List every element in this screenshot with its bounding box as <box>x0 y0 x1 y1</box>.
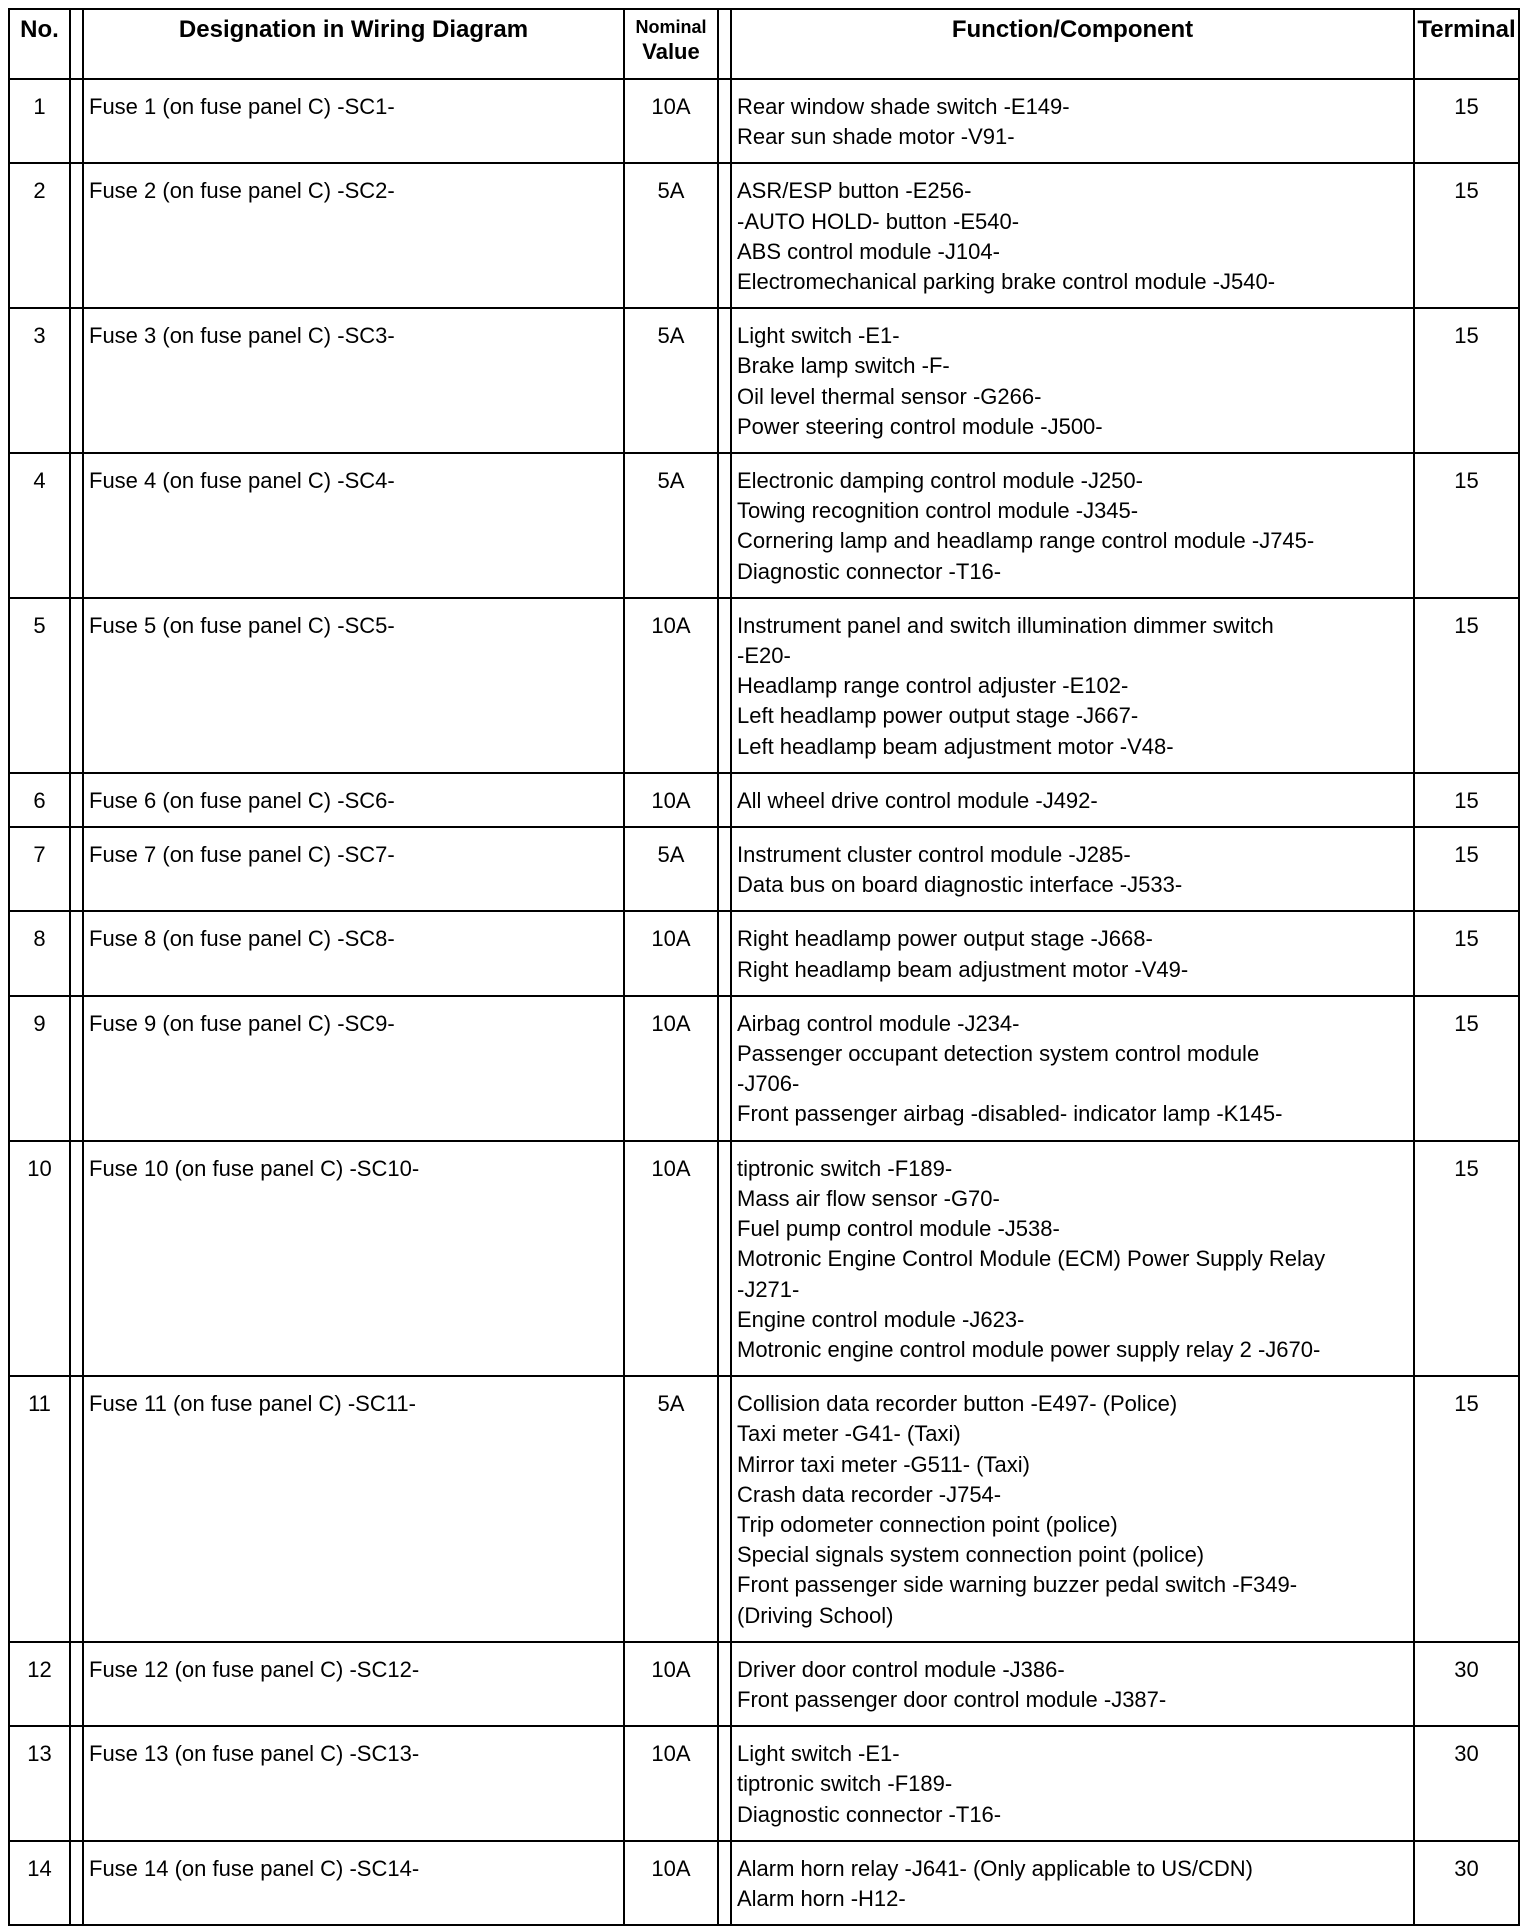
function-cell <box>731 598 1414 773</box>
table-row <box>9 598 1519 773</box>
designation-cell: Fuse 3 (on fuse panel C) -SC3- <box>83 308 624 453</box>
designation-cell: Fuse 11 (on fuse panel C) -SC11- <box>83 1376 624 1642</box>
separator-column <box>718 1642 731 1726</box>
terminal-cell: 15 <box>1414 1141 1519 1376</box>
terminal-cell: 15 <box>1414 598 1519 773</box>
designation-cell: Fuse 8 (on fuse panel C) -SC8- <box>83 911 624 995</box>
designation-cell: Fuse 9 (on fuse panel C) -SC9- <box>83 996 624 1141</box>
function-item: Data bus on board diagnostic interface -J533- <box>737 872 1183 898</box>
separator-column <box>70 1841 83 1925</box>
separator-column <box>70 911 83 995</box>
separator-column <box>70 773 83 827</box>
separator-column <box>718 308 731 453</box>
row-number: 7 <box>9 827 70 911</box>
terminal-cell: 30 <box>1414 1642 1519 1726</box>
function-cell <box>731 453 1414 598</box>
nominal-value-cell: 10A <box>624 1841 718 1925</box>
function-item: tiptronic switch -F189- <box>737 1155 953 1181</box>
function-item: Mass air flow sensor -G70- <box>737 1185 1000 1211</box>
separator-column <box>70 453 83 598</box>
separator-column <box>70 1642 83 1726</box>
separator-column <box>70 827 83 911</box>
designation-cell: Fuse 2 (on fuse panel C) -SC2- <box>83 163 624 308</box>
table-body <box>9 79 1519 1925</box>
nominal-value-cell: 10A <box>624 598 718 773</box>
function-item: Towing recognition control module -J345- <box>737 498 1139 524</box>
table-row <box>9 1726 1519 1841</box>
designation-cell: Fuse 5 (on fuse panel C) -SC5- <box>83 598 624 773</box>
terminal-cell: 15 <box>1414 308 1519 453</box>
function-item: ASR/ESP button -E256- <box>737 178 972 204</box>
nominal-value-cell: 5A <box>624 453 718 598</box>
terminal-cell: 15 <box>1414 773 1519 827</box>
row-number: 1 <box>9 79 70 163</box>
nominal-value-cell: 10A <box>624 79 718 163</box>
terminal-cell: 15 <box>1414 1376 1519 1642</box>
function-cell <box>731 1726 1414 1841</box>
row-number: 9 <box>9 996 70 1141</box>
separator-column <box>70 996 83 1141</box>
header-row <box>9 9 1519 79</box>
function-item: ABS control module -J104- <box>737 238 1000 264</box>
table-row <box>9 453 1519 598</box>
designation-cell: Fuse 6 (on fuse panel C) -SC6- <box>83 773 624 827</box>
table-row <box>9 911 1519 995</box>
function-item: -J706- <box>737 1071 800 1097</box>
nominal-value-cell: 5A <box>624 827 718 911</box>
nominal-value-cell: 5A <box>624 1376 718 1642</box>
function-cell <box>731 996 1414 1141</box>
header-nominal-line2: Value <box>642 39 700 64</box>
function-item: Instrument panel and switch illumination dimmer switch <box>737 612 1274 638</box>
row-number: 14 <box>9 1841 70 1925</box>
function-item: Collision data recorder button -E497- (Police) <box>737 1391 1178 1417</box>
terminal-cell: 30 <box>1414 1726 1519 1841</box>
fuse-table <box>8 8 1520 1926</box>
function-item: Motronic engine control module power supply relay 2 -J670- <box>737 1336 1321 1362</box>
function-item: Right headlamp beam adjustment motor -V49- <box>737 956 1189 982</box>
nominal-value-cell: 10A <box>624 996 718 1141</box>
separator-column <box>718 996 731 1141</box>
function-item: Instrument cluster control module -J285- <box>737 842 1131 868</box>
function-item: Engine control module -J623- <box>737 1306 1025 1332</box>
nominal-value-cell: 5A <box>624 308 718 453</box>
function-cell <box>731 308 1414 453</box>
function-cell <box>731 163 1414 308</box>
separator-column <box>718 79 731 163</box>
function-item: Rear window shade switch -E149- <box>737 94 1070 119</box>
header-terminal: Terminal <box>1414 9 1519 79</box>
function-item: Left headlamp power output stage -J667- <box>737 703 1139 729</box>
separator-column <box>718 1726 731 1841</box>
function-item: Special signals system connection point (police) <box>737 1542 1205 1568</box>
function-cell <box>731 827 1414 911</box>
function-item: Left headlamp beam adjustment motor -V48- <box>737 733 1174 759</box>
separator-column <box>718 1376 731 1642</box>
function-item: Headlamp range control adjuster -E102- <box>737 673 1129 699</box>
function-item: Passenger occupant detection system control module <box>737 1041 1260 1067</box>
designation-cell: Fuse 12 (on fuse panel C) -SC12- <box>83 1642 624 1726</box>
table-row <box>9 1841 1519 1925</box>
function-item: Fuel pump control module -J538- <box>737 1216 1060 1242</box>
function-item: Electronic damping control module -J250- <box>737 468 1143 494</box>
function-item: Diagnostic connector -T16- <box>737 558 1002 584</box>
function-cell <box>731 79 1414 163</box>
row-number: 12 <box>9 1642 70 1726</box>
table-row <box>9 163 1519 308</box>
separator-column <box>70 1141 83 1376</box>
separator-column <box>718 911 731 995</box>
header-designation: Designation in Wiring Diagram <box>83 9 624 79</box>
function-item: tiptronic switch -F189- <box>737 1771 953 1797</box>
terminal-cell: 15 <box>1414 827 1519 911</box>
table-row <box>9 827 1519 911</box>
function-item: (Driving School) <box>737 1602 894 1628</box>
separator-column <box>70 308 83 453</box>
separator-column <box>718 598 731 773</box>
nominal-value-cell: 10A <box>624 1642 718 1726</box>
function-item: Oil level thermal sensor -G266- <box>737 383 1042 409</box>
function-item: Light switch -E1- <box>737 1741 900 1767</box>
function-item: Power steering control module -J500- <box>737 413 1103 439</box>
row-number: 8 <box>9 911 70 995</box>
header-function: Function/Component <box>731 9 1414 79</box>
function-item: All wheel drive control module -J492- <box>737 787 1098 813</box>
table-row <box>9 773 1519 827</box>
nominal-value-cell: 5A <box>624 163 718 308</box>
function-item: -J271- <box>737 1276 800 1302</box>
header-no: No. <box>9 9 70 79</box>
function-item: Right headlamp power output stage -J668- <box>737 926 1153 952</box>
row-number: 5 <box>9 598 70 773</box>
separator-column <box>718 1141 731 1376</box>
terminal-cell: 15 <box>1414 163 1519 308</box>
table-row <box>9 996 1519 1141</box>
nominal-value-cell: 10A <box>624 1141 718 1376</box>
row-number: 6 <box>9 773 70 827</box>
function-item: -AUTO HOLD- button -E540- <box>737 208 1020 234</box>
function-item: Driver door control module -J386- <box>737 1656 1065 1682</box>
designation-cell: Fuse 14 (on fuse panel C) -SC14- <box>83 1841 624 1925</box>
separator-column <box>718 1841 731 1925</box>
terminal-cell: 15 <box>1414 996 1519 1141</box>
function-cell <box>731 773 1414 827</box>
row-number: 13 <box>9 1726 70 1841</box>
row-number: 4 <box>9 453 70 598</box>
function-item: Front passenger door control module -J387- <box>737 1686 1167 1712</box>
table-row <box>9 79 1519 163</box>
table-row <box>9 1376 1519 1642</box>
function-item: Motronic Engine Control Module (ECM) Power Supply Relay <box>737 1246 1326 1272</box>
separator-column <box>70 1726 83 1841</box>
terminal-cell: 15 <box>1414 453 1519 598</box>
function-cell <box>731 1376 1414 1642</box>
row-number: 11 <box>9 1376 70 1642</box>
function-item: Crash data recorder -J754- <box>737 1481 1002 1507</box>
table-row <box>9 308 1519 453</box>
nominal-value-cell: 10A <box>624 911 718 995</box>
function-item: Trip odometer connection point (police) <box>737 1511 1118 1537</box>
table-row <box>9 1642 1519 1726</box>
function-item: Front passenger airbag -disabled- indicator lamp -K145- <box>737 1101 1283 1127</box>
function-item: Electromechanical parking brake control module -J540- <box>737 269 1276 295</box>
function-item: Front passenger side warning buzzer pedal switch -F349- <box>737 1572 1298 1598</box>
table-row <box>9 1141 1519 1376</box>
designation-cell: Fuse 13 (on fuse panel C) -SC13- <box>83 1726 624 1841</box>
designation-cell: Fuse 4 (on fuse panel C) -SC4- <box>83 453 624 598</box>
separator-column <box>70 163 83 308</box>
row-number: 2 <box>9 163 70 308</box>
nominal-value-cell: 10A <box>624 1726 718 1841</box>
function-item: Light switch -E1- <box>737 323 900 349</box>
function-item: Mirror taxi meter -G511- (Taxi) <box>737 1451 1030 1477</box>
function-item: Taxi meter -G41- (Taxi) <box>737 1421 961 1447</box>
function-item: Brake lamp switch -F- <box>737 353 950 379</box>
function-item: Alarm horn -H12- <box>737 1885 906 1911</box>
separator-column <box>70 598 83 773</box>
row-number: 3 <box>9 308 70 453</box>
header-nominal <box>624 9 718 79</box>
nominal-value-cell: 10A <box>624 773 718 827</box>
function-item: Cornering lamp and headlamp range control module -J745- <box>737 528 1315 554</box>
designation-cell: Fuse 7 (on fuse panel C) -SC7- <box>83 827 624 911</box>
function-cell <box>731 1141 1414 1376</box>
function-item: -E20- <box>737 643 791 669</box>
function-cell <box>731 911 1414 995</box>
row-number: 10 <box>9 1141 70 1376</box>
designation-cell: Fuse 1 (on fuse panel C) -SC1- <box>83 79 624 163</box>
function-item: Rear sun shade motor -V91- <box>737 124 1015 150</box>
terminal-cell: 15 <box>1414 911 1519 995</box>
function-item: Alarm horn relay -J641- (Only applicable to US/CDN) <box>737 1855 1253 1881</box>
separator-column <box>70 1376 83 1642</box>
separator-column <box>718 163 731 308</box>
separator-column <box>718 827 731 911</box>
function-item: Diagnostic connector -T16- <box>737 1801 1002 1827</box>
terminal-cell: 30 <box>1414 1841 1519 1925</box>
terminal-cell: 15 <box>1414 79 1519 163</box>
function-cell <box>731 1841 1414 1925</box>
designation-cell: Fuse 10 (on fuse panel C) -SC10- <box>83 1141 624 1376</box>
function-item: Airbag control module -J234- <box>737 1010 1020 1036</box>
separator-column <box>70 79 83 163</box>
separator-column <box>718 773 731 827</box>
function-cell <box>731 1642 1414 1726</box>
separator-column <box>718 453 731 598</box>
header-nominal-line1: Nominal <box>635 17 707 37</box>
